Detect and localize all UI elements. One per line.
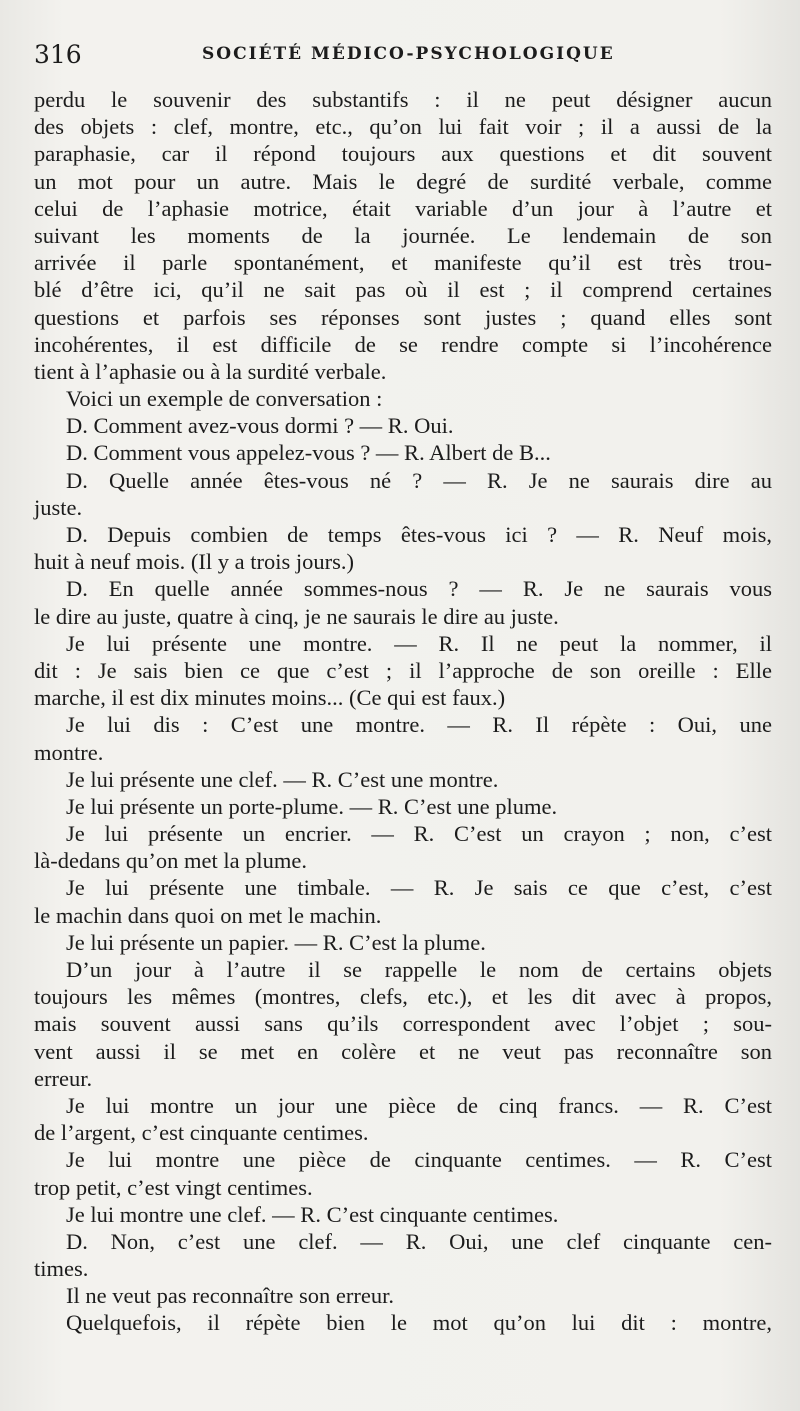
text-line: tient à l’aphasie ou à la surdité verbale. xyxy=(34,358,387,384)
text-line: D. Quelle année êtes-vous né ? — R. Je ne saurais dire au xyxy=(66,467,772,493)
text-line: D. Comment avez-vous dormi ? — R. Oui. xyxy=(66,413,454,439)
page-number: 316 xyxy=(34,40,82,69)
text-line: montre. xyxy=(34,739,104,765)
text-line: un mot pour un autre. Mais le degré de surdité verbale, comme xyxy=(34,168,772,194)
text-line: Je lui présente un papier. — R. C’est la plume. xyxy=(66,929,486,955)
text-line: blé d’être ici, qu’il ne sait pas où il est ; il comprend certaines xyxy=(34,277,772,303)
text-line: vent aussi il se met en colère et ne veut pas reconnaître son xyxy=(34,1038,772,1064)
text-line: incohérentes, il est difficile de se rendre compte si l’incohérence xyxy=(34,331,772,357)
text-line: toujours les mêmes (montres, clefs, etc.), et les dit avec à propos, xyxy=(34,984,772,1010)
text-line: arrivée il parle spontanément, et manifeste qu’il est très trou- xyxy=(34,250,772,276)
text-line: Je lui montre une clef. — R. C’est cinquante centimes. xyxy=(66,1201,559,1227)
running-head: SOCIÉTÉ MÉDICO-PSYCHOLOGIQUE xyxy=(202,44,615,64)
text-line: Je lui présente une montre. — R. Il ne peut la nommer, il xyxy=(66,630,772,656)
text-line: le machin dans quoi on met le machin. xyxy=(34,902,382,928)
text-line: de l’argent, c’est cinquante centimes. xyxy=(34,1120,369,1146)
text-line: Je lui présente un encrier. — R. C’est un crayon ; non, c’est xyxy=(66,821,772,847)
text-line: Il ne veut pas reconnaître son erreur. xyxy=(66,1283,394,1309)
text-line: D. Depuis combien de temps êtes-vous ici ? — R. Neuf mois, xyxy=(66,522,772,547)
text-line: erreur. xyxy=(34,1065,93,1091)
text-line: celui de l’aphasie motrice, était variable d’un jour à l’autre et xyxy=(34,195,772,221)
body-text xyxy=(34,86,772,1337)
text-line: le dire au juste, quatre à cinq, je ne saurais le dire au juste. xyxy=(34,603,559,629)
text-line: D. Comment vous appelez-vous ? — R. Albert de B... xyxy=(66,440,551,466)
page-header xyxy=(34,40,772,74)
text-line: D. Non, c’est une clef. — R. Oui, une clef cinquante cen- xyxy=(66,1228,772,1254)
text-line: Voici un exemple de conversation : xyxy=(66,386,383,412)
text-line: Je lui montre un jour une pièce de cinq francs. — R. C’est xyxy=(66,1092,772,1118)
text-line: Quelquefois, il répète bien le mot qu’on lui dit : montre, xyxy=(66,1310,772,1336)
text-line: marche, il est dix minutes moins... (Ce qui est faux.) xyxy=(34,685,506,711)
text-line: juste. xyxy=(34,494,83,520)
text-line: questions et parfois ses réponses sont justes ; quand elles sont xyxy=(34,304,772,330)
text-line: suivant les moments de la journée. Le lendemain de son xyxy=(34,222,772,248)
text-line: mais souvent aussi sans qu’ils correspondent avec l’objet ; sou- xyxy=(34,1011,772,1037)
text-line: dit : Je sais bien ce que c’est ; il l’approche de son oreille : Elle xyxy=(34,657,772,683)
text-line: Je lui dis : C’est une montre. — R. Il répète : Oui, une xyxy=(66,712,772,738)
text-line: là-dedans qu’on met la plume. xyxy=(34,848,308,874)
text-line: paraphasie, car il répond toujours aux questions et dit souvent xyxy=(34,141,772,167)
text-line: perdu le souvenir des substantifs : il ne peut désigner aucun xyxy=(34,87,772,112)
text-line: D. En quelle année sommes-nous ? — R. Je ne saurais vous xyxy=(66,576,772,602)
text-line: Je lui présente un porte-plume. — R. C’est une plume. xyxy=(66,793,558,819)
text-line: Je lui montre une pièce de cinquante centimes. — R. C’est xyxy=(66,1147,772,1173)
text-line: des objets : clef, montre, etc., qu’on lui fait voir ; il a aussi de la xyxy=(34,114,772,140)
text-line: trop petit, c’est vingt centimes. xyxy=(34,1174,313,1200)
text-line: D’un jour à l’autre il se rappelle le nom de certains objets xyxy=(66,957,772,982)
text-line: times. xyxy=(34,1256,89,1282)
text-line: Je lui présente une clef. — R. C’est une montre. xyxy=(66,766,499,792)
text-line: huit à neuf mois. (Il y a trois jours.) xyxy=(34,549,354,575)
text-line: Je lui présente une timbale. — R. Je sais ce que c’est, c’est xyxy=(66,875,772,901)
